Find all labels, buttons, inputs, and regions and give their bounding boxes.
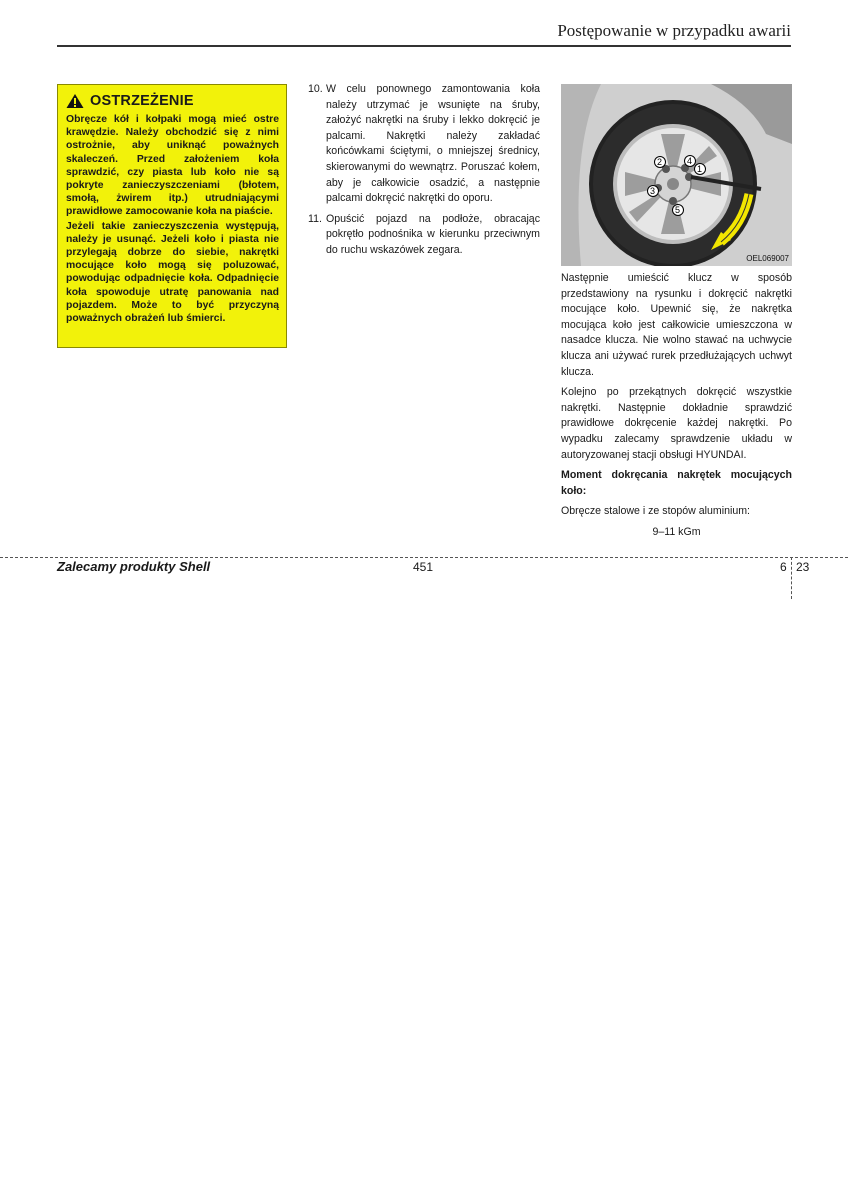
figure-code: OEL069007 — [746, 254, 789, 263]
warning-title: OSTRZEŻENIE — [90, 93, 194, 109]
page-header-title: Postępowanie w przypadku awarii — [557, 21, 791, 40]
torque-value: 9–11 kGm — [652, 525, 701, 538]
nut-label: 4 — [687, 156, 693, 166]
nut-label: 1 — [697, 164, 703, 174]
step-number: 11. — [308, 212, 322, 225]
paragraph: Następnie umieścić klucz w sposób przedstawiony na rysunku i dokręcić nakrętki mocujące koło. Upewnić się, że nakrętka mocująca koło jest całkowicie umieszczona w nasadce klucza. Nie wolno stawać na uchwycie klucza ani używać rurek przedłużających uchwyt klucza. — [561, 272, 792, 378]
footer-section-number: 6 — [780, 560, 787, 574]
warning-box — [57, 84, 287, 348]
warning-triangle-icon — [66, 93, 84, 109]
warning-header — [66, 93, 279, 109]
step-text: Opuścić pojazd na podłoże, obracając pokrętło podnośnika w kierunku przeciwnym do ruchu wskazówek zegara. — [326, 212, 540, 256]
header-rule — [57, 45, 791, 47]
step-number: 10. — [308, 83, 323, 95]
step-text: W celu ponownego zamontowania koła należy utrzymać je wsunięte na śruby, założyć nakrętki na śruby i lekko dokręcić je palcami. Nakrętki należy zakładać końcówkami ściętymi, o mniejszej średnicy, skierowanymi do wewnątrz. Poruszać kołem, aby je całkowicie osadzić, a następnie palcami dokręcić nakrętki do oporu. — [326, 83, 540, 205]
procedure-column — [561, 271, 792, 546]
footer-page-number: 23 — [796, 560, 810, 574]
step-item — [308, 82, 540, 207]
footer-sheet-number: 451 — [413, 560, 434, 574]
torque-wheel-type: Obręcze stalowe i ze stopów aluminium: — [561, 505, 751, 518]
nut-label: 2 — [657, 157, 663, 167]
warning-paragraph: Jeżeli takie zanieczyszczenia występują, należy je usunąć. Jeżeli koło i piasta nie przylegają dobrze do siebie, nakrętki mocujące koło mogą się poluzować, powodując odpadnięcie koła. Odpadnięcie koła spowoduje utratę panowania nad pojazdem. Może to być przyczyną poważnych obrażeń lub śmierci. — [66, 220, 279, 325]
paragraph: Kolejno po przekątnych dokręcić wszystkie nakrętki. Następnie dokładnie sprawdzić prawidłowe dokręcenie każdej nakrętki. Po wypadku zalecamy sprawdzenie układu w autoryzowanej stacji obsługi HYUNDAI. — [561, 386, 792, 461]
instructions-column — [308, 82, 540, 264]
warning-paragraph: Obręcze kół i kołpaki mogą mieć ostre krawędzie. Należy obchodzić się z nimi ostrożnie, aby uniknąć poważnych skaleczeń. Przed założeniem koła sprawdzić, czy piasta lub koło nie są pokryte zanieczyszczeniami (błotem, smołą, żwirem itp.) utrudniającymi prawidłowe zamocowanie koła na piaście. — [66, 114, 279, 218]
wheel-figure — [561, 84, 792, 266]
nut-label: 3 — [650, 186, 656, 196]
footer-separator — [791, 557, 792, 599]
footer-divider — [0, 557, 848, 558]
nut-label: 5 — [675, 205, 681, 215]
torque-heading: Moment dokręcania nakrętek mocujących koło: — [561, 469, 792, 497]
footer-promo: Zalecamy produkty Shell — [57, 559, 211, 574]
step-item — [308, 212, 540, 259]
wheel-illustration — [561, 84, 792, 266]
